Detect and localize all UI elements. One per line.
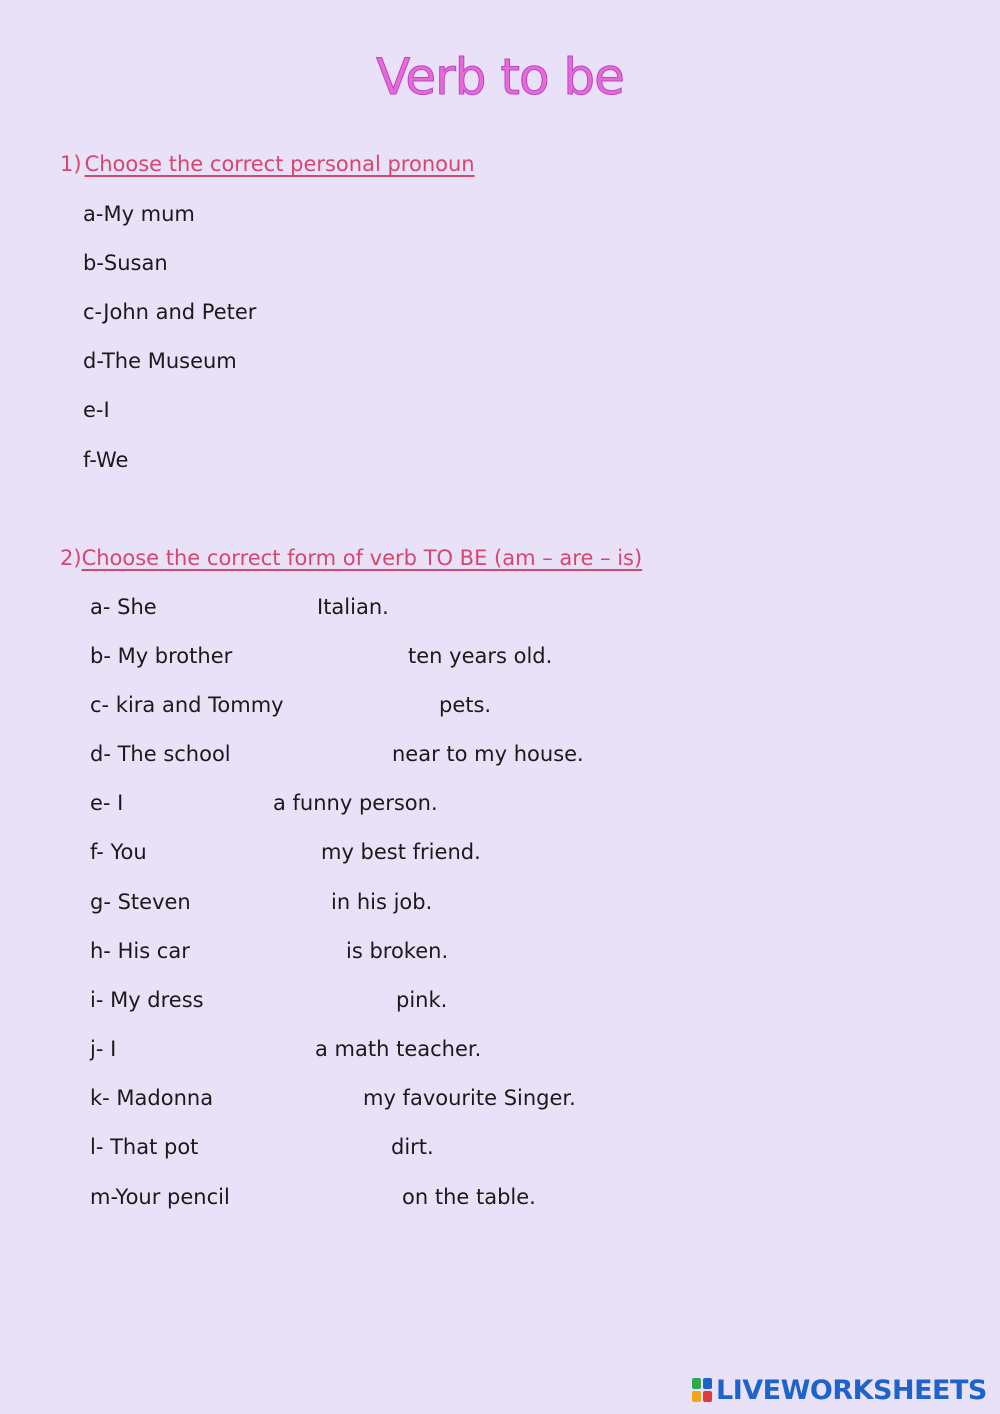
section1-number: 1) xyxy=(60,152,82,176)
section2-heading xyxy=(60,546,642,570)
section1-heading-text: Choose the correct personal pronoun xyxy=(84,152,475,176)
verb-item-rest: Italian. xyxy=(317,595,389,619)
liveworksheets-logo xyxy=(692,1374,987,1406)
verb-item-subject: h- His car xyxy=(90,939,190,963)
pronoun-item-a: a-My mum xyxy=(83,202,195,226)
verb-item-subject: m-Your pencil xyxy=(90,1185,230,1209)
verb-item-subject: l- That pot xyxy=(90,1135,199,1159)
section1-heading xyxy=(60,152,475,176)
verb-item-subject: c- kira and Tommy xyxy=(90,693,284,717)
verb-item-subject: e- I xyxy=(90,791,124,815)
verb-item-rest: a math teacher. xyxy=(315,1037,482,1061)
verb-item-rest: in his job. xyxy=(331,890,433,914)
section2-heading-text: Choose the correct form of verb TO BE (am – are – is) xyxy=(81,546,643,570)
verb-item-subject: d- The school xyxy=(90,742,231,766)
verb-item-rest: on the table. xyxy=(402,1185,536,1209)
verb-item-rest: my best friend. xyxy=(321,840,481,864)
pronoun-item-f: f-We xyxy=(83,448,129,472)
verb-item-subject: g- Steven xyxy=(90,890,191,914)
page-title: Verb to be xyxy=(376,48,624,106)
verb-item-subject: a- She xyxy=(90,595,157,619)
verb-item-rest: pink. xyxy=(396,988,448,1012)
verb-item-rest: is broken. xyxy=(346,939,449,963)
verb-item-subject: k- Madonna xyxy=(90,1086,214,1110)
verb-item-rest: my favourite Singer. xyxy=(363,1086,576,1110)
section2-number: 2) xyxy=(60,546,82,570)
pronoun-item-c: c-John and Peter xyxy=(83,300,257,324)
verb-item-subject: b- My brother xyxy=(90,644,233,668)
verb-item-rest: pets. xyxy=(439,693,492,717)
logo-text: LIVEWORKSHEETS xyxy=(716,1374,987,1406)
pronoun-item-b: b-Susan xyxy=(83,251,168,275)
pronoun-item-e: e-I xyxy=(83,398,110,422)
pronoun-item-d: d-The Museum xyxy=(83,349,237,373)
verb-item-rest: dirt. xyxy=(391,1135,434,1159)
liveworksheets-logo-icon xyxy=(692,1378,712,1402)
verb-item-subject: i- My dress xyxy=(90,988,204,1012)
verb-item-rest: near to my house. xyxy=(392,742,584,766)
verb-item-subject: j- I xyxy=(90,1037,117,1061)
verb-item-rest: a funny person. xyxy=(273,791,438,815)
verb-item-subject: f- You xyxy=(90,840,147,864)
verb-item-rest: ten years old. xyxy=(408,644,553,668)
